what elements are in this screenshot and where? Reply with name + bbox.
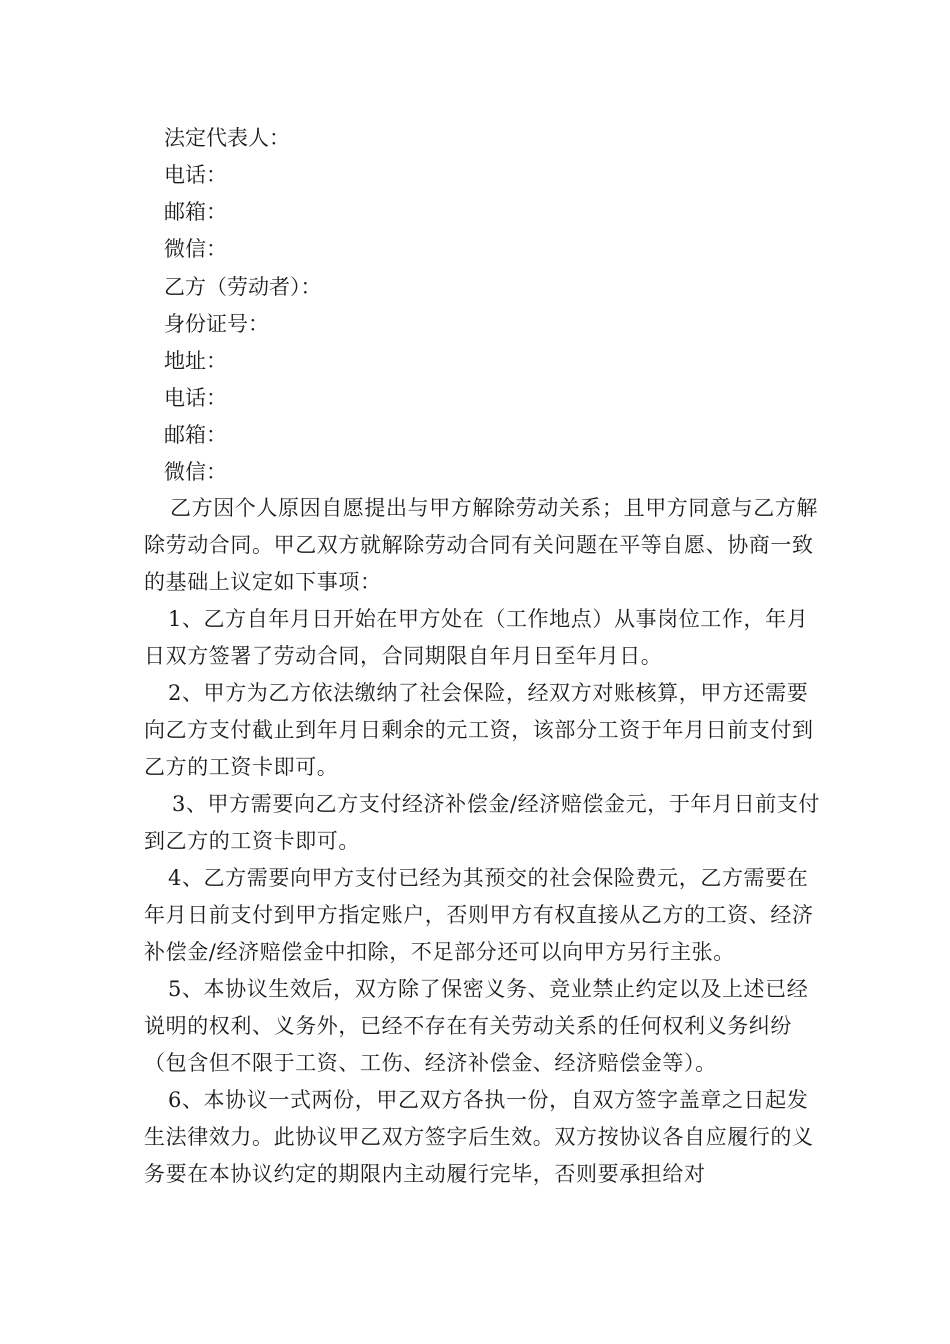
clause-3: 3、甲方需要向乙方支付经济补偿金/经济赔偿金元，于年月日前支付到乙方的工资卡即可。	[144, 792, 821, 853]
clause-2: 2、甲方为乙方依法缴纳了社会保险，经双方对账核算，甲方还需要向乙方支付截止到年月日剩余的元工资，该部分工资于年月日前支付到乙方的工资卡即可。	[144, 681, 814, 779]
party-b-id-number-field: 身份证号：	[164, 312, 269, 336]
party-b-email-field: 邮箱：	[164, 423, 227, 447]
clause-5: 5、本协议生效后，双方除了保密义务、竞业禁止约定以及上述已经说明的权利、义务外，已经不存在有关劳动关系的任何权利义务纠纷（包含但不限于工资、工伤、经济补偿金、经济赔偿金等）。	[144, 977, 809, 1075]
party-a-wechat-field: 微信：	[164, 237, 227, 261]
party-b-address-field: 地址：	[164, 349, 227, 373]
clause-1: 1、乙方自年月日开始在甲方处在（工作地点）从事岗位工作，年月日双方签署了劳动合同，合同期限自年月日至年月日。	[144, 607, 809, 668]
clause-4: 4、乙方需要向甲方支付已经为其预交的社会保险费元，乙方需要在年月日前支付到甲方指定账户，否则甲方有权直接从乙方的工资、经济补偿金/经济赔偿金中扣除，不足部分还可以向甲方另行主张。	[144, 866, 814, 964]
party-a-email-field: 邮箱：	[164, 200, 227, 224]
party-b-wechat-field: 微信：	[164, 460, 227, 484]
clause-6: 6、本协议一式两份，甲乙双方各执一份，自双方签字盖章之日起发生法律效力。此协议甲乙双方签字后生效。双方按协议各自应履行的义务要在本协议约定的期限内主动履行完毕，否则要承担给对	[144, 1088, 814, 1186]
party-a-legal-rep-field: 法定代表人：	[164, 126, 290, 150]
party-a-phone-field: 电话：	[164, 163, 227, 187]
party-b-phone-field: 电话：	[164, 386, 227, 410]
party-b-heading: 乙方（劳动者）：	[164, 275, 322, 299]
intro-paragraph: 乙方因个人原因自愿提出与甲方解除劳动关系；且甲方同意与乙方解除劳动合同。甲乙双方就解除劳动合同有关问题在平等自愿、协商一致的基础上议定如下事项：	[144, 496, 818, 594]
